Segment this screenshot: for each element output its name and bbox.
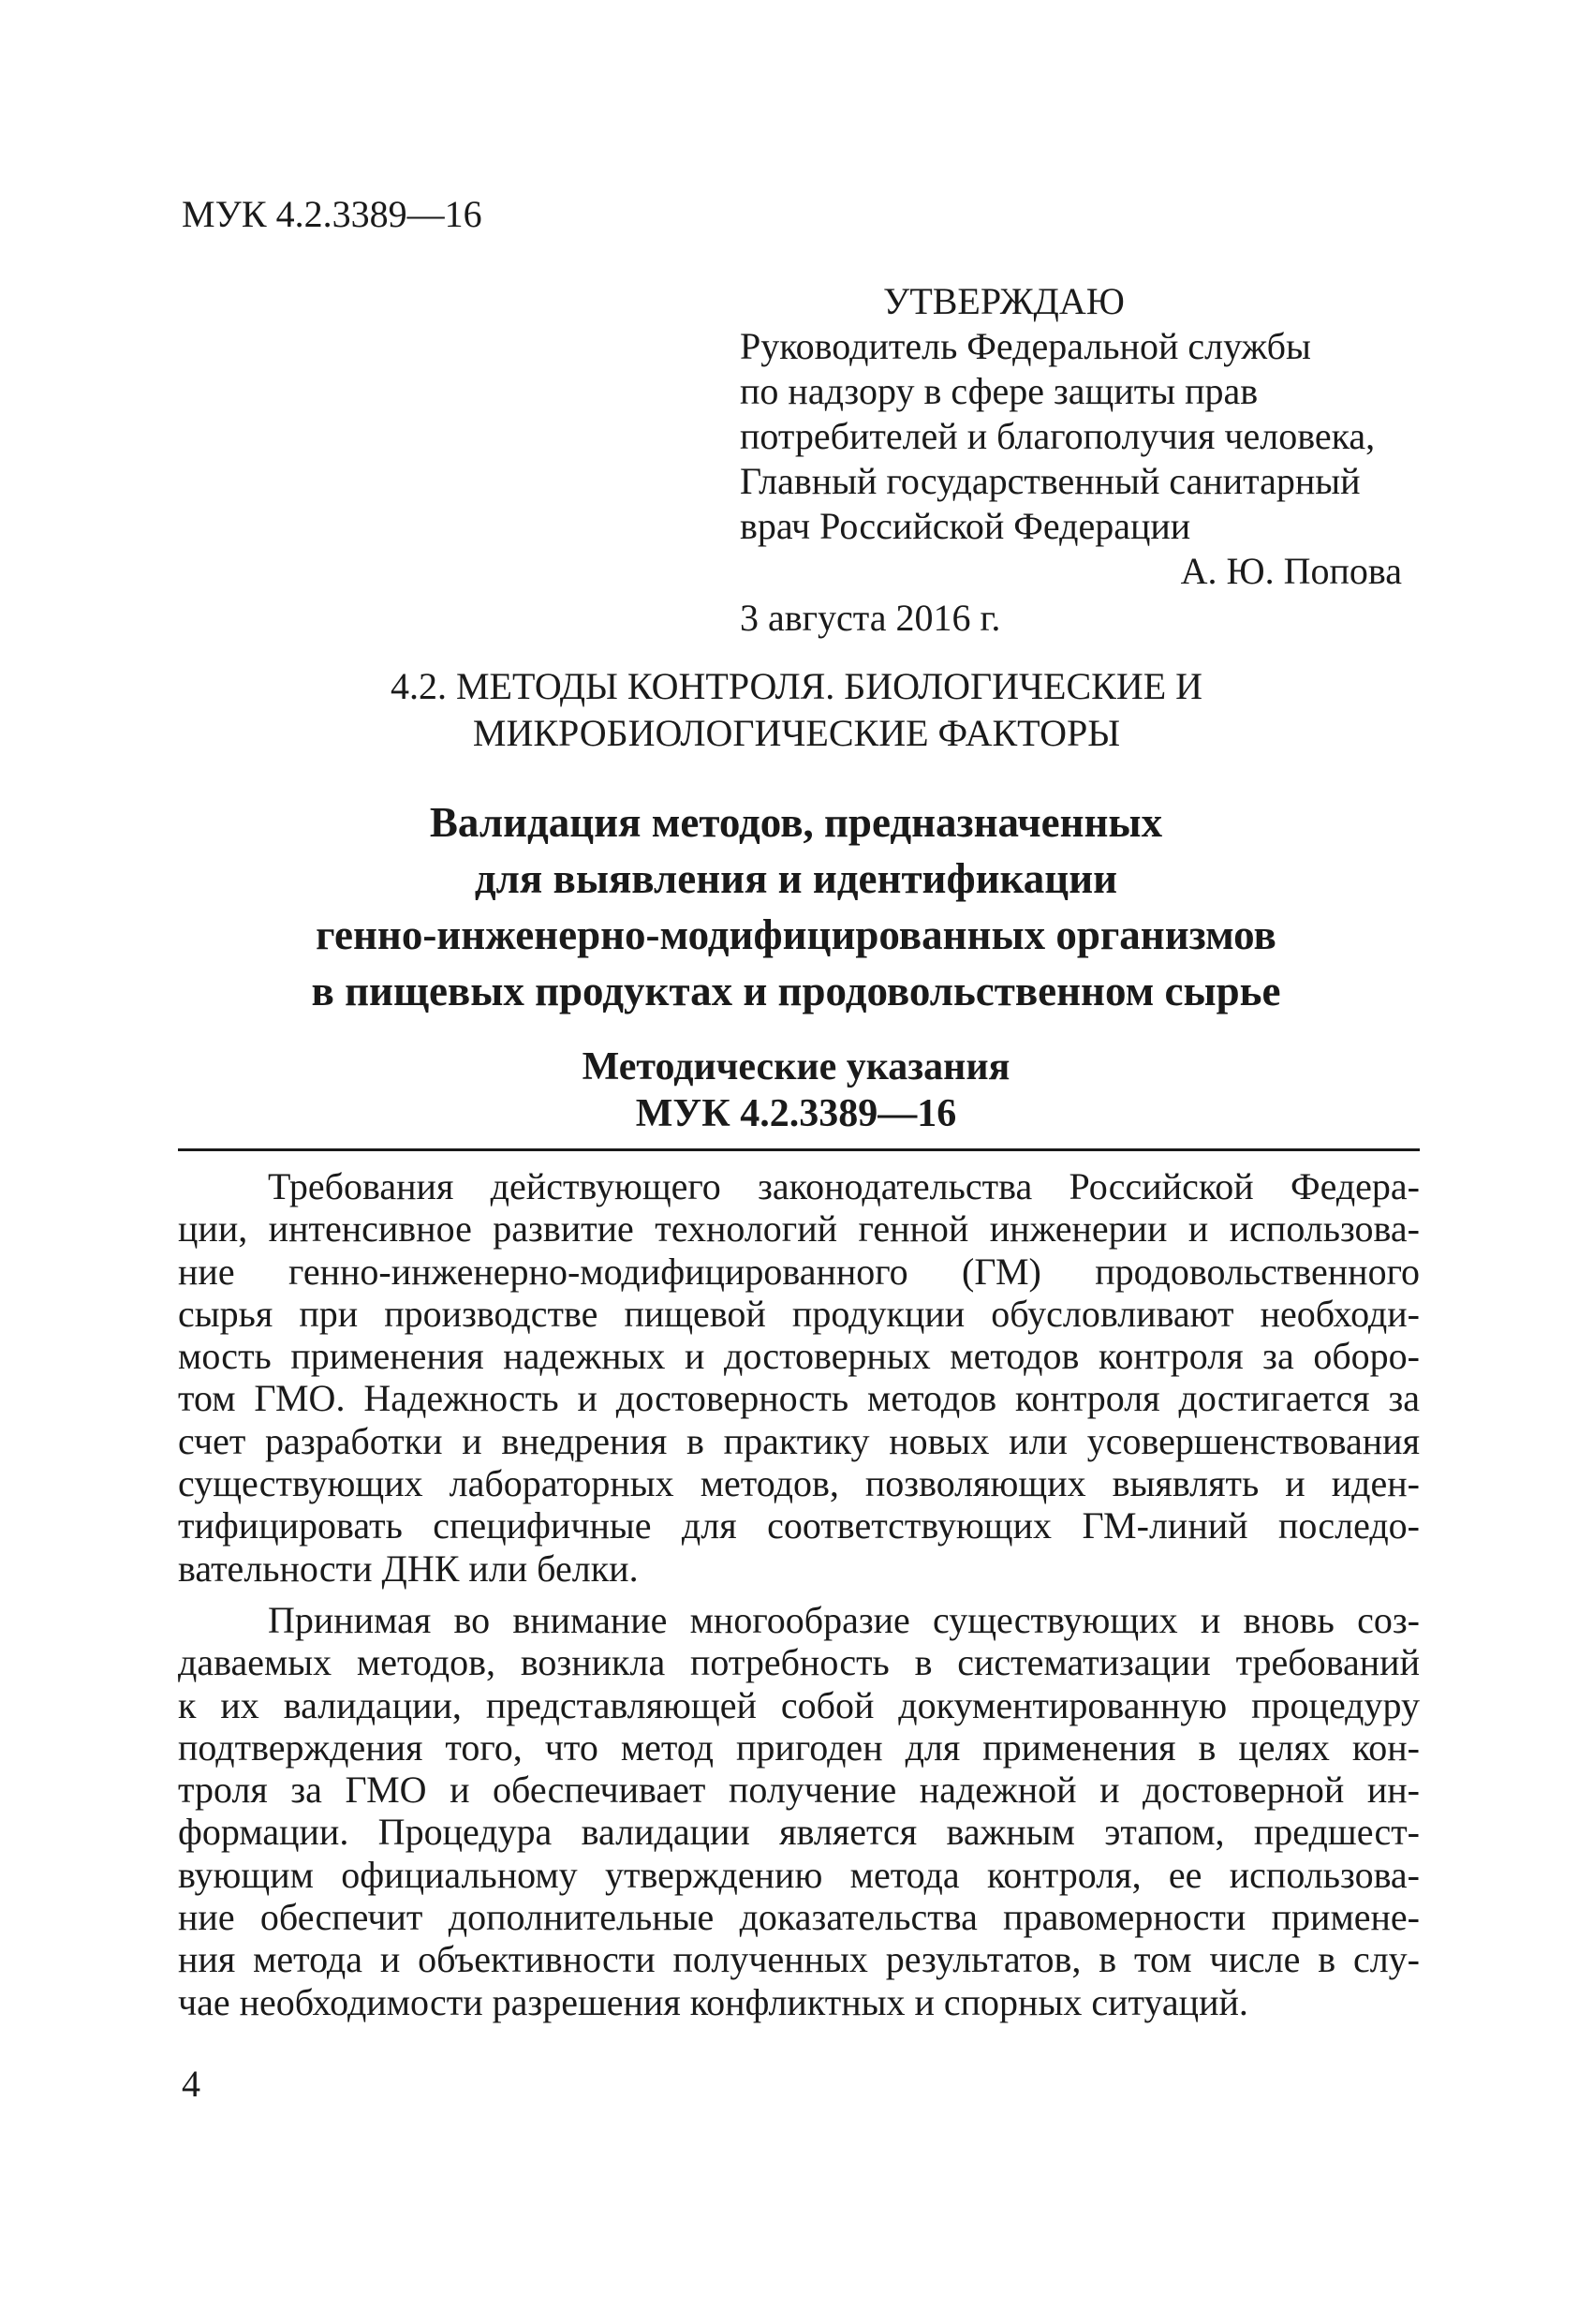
body-text (178, 1165, 1420, 2033)
text-line: Требования действующего законодательства Российской Федера- (268, 1165, 1420, 1207)
approval-position-line: по надзору в сфере защиты прав (740, 370, 1259, 412)
paragraph (178, 1165, 1420, 1590)
text-line: подтверждения того, что метод пригоден для применения в целях кон- (178, 1725, 1420, 1769)
text-line: счет разработки и внедрения в практику новых или усовершенствования (178, 1419, 1420, 1462)
approval-heading: УТВЕРЖДАЮ (883, 280, 1125, 322)
text-line: ции, интенсивное развитие технологий генной инженерии и использова- (178, 1207, 1420, 1251)
paragraph (178, 1599, 1420, 2023)
document-title-line: для выявления и идентификации (474, 855, 1118, 902)
text-line: вательности ДНК или белки. (178, 1547, 639, 1590)
text-line: тифицировать специфичные для соответствующих ГМ-линий последо- (178, 1504, 1420, 1547)
section-heading-line: 4.2. МЕТОДЫ КОНТРОЛЯ. БИОЛОГИЧЕСКИЕ И (390, 665, 1203, 707)
section-heading (0, 663, 1593, 757)
text-line: ние обеспечит дополнительные доказательства правомерности примене- (178, 1896, 1420, 1939)
approval-block (740, 279, 1414, 641)
text-line: вующим официальному утверждению метода контроля, ее использова- (178, 1853, 1420, 1896)
document-title-line: генно-инженерно-модифицированных организмов (316, 911, 1276, 958)
text-line: мость применения надежных и достоверных методов контроля за оборо- (178, 1335, 1420, 1378)
document-kind-label: Методические указания (582, 1045, 1010, 1088)
document-title-line: Валидация методов, предназначенных (429, 799, 1163, 846)
text-line: Принимая во внимание многообразие существующих и вновь соз- (268, 1598, 1420, 1641)
text-line: к их валидации, представляющей собой документированную процедуру (178, 1683, 1420, 1726)
document-code: МУК 4.2.3389—16 (182, 193, 482, 235)
document-kind-code: МУК 4.2.3389—16 (635, 1092, 957, 1135)
document-title (178, 794, 1414, 1019)
text-line: троля за ГМО и обеспечивает получение надежной и достоверной ин- (178, 1769, 1420, 1812)
approval-position-line: Главный государственный санитарный (740, 460, 1361, 502)
text-line: сырья при производстве пищевой продукции обусловливают необходи- (178, 1292, 1420, 1335)
text-line: том ГМО. Надежность и достоверность методов контроля достигается за (178, 1377, 1420, 1420)
text-line: ния метода и объективности полученных результатов, в том числе в слу- (178, 1938, 1420, 1981)
approval-position-line: Руководитель Федеральной службы (740, 325, 1311, 367)
text-line: ние генно-инженерно-модифицированного (ГМ) продовольственного (178, 1250, 1420, 1293)
document-title-line: в пищевых продуктах и продовольственном сырье (311, 968, 1281, 1014)
approval-position-line: потребителей и благополучия человека, (740, 415, 1376, 457)
document-kind (178, 1044, 1414, 1137)
page-number: 4 (182, 2063, 200, 2105)
text-line: даваемых методов, возникла потребность в систематизации требований (178, 1641, 1420, 1684)
approval-position-line: врач Российской Федерации (740, 505, 1191, 547)
text-line: формации. Процедура валидации является важным этапом, предшест- (178, 1811, 1420, 1854)
title-divider (178, 1148, 1420, 1151)
text-line: чае необходимости разрешения конфликтных и спорных ситуаций. (178, 1980, 1248, 2023)
text-line: существующих лабораторных методов, позволяющих выявлять и иден- (178, 1462, 1420, 1505)
approval-signatory: А. Ю. Попова (1180, 550, 1402, 592)
approval-date: 3 августа 2016 г. (740, 597, 1001, 639)
section-heading-line: МИКРОБИОЛОГИЧЕСКИЕ ФАКТОРЫ (472, 712, 1121, 754)
